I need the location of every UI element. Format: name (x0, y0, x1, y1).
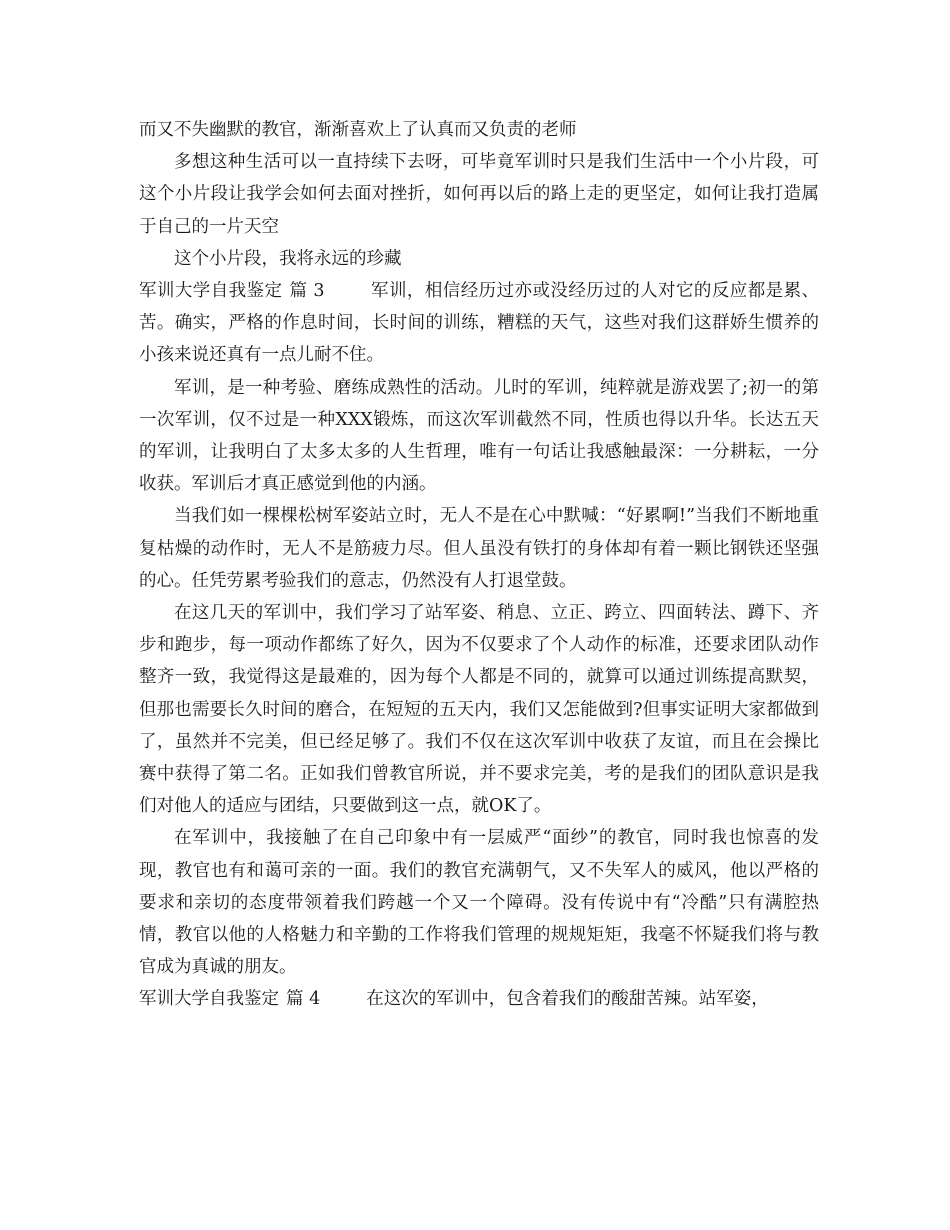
section-title: 军训大学自我鉴定 (139, 989, 279, 1010)
paragraph-text: 在这次的军训中，包含着我们的酸甜苦辣。站军姿， (366, 989, 769, 1010)
paragraph-text: 而又不失幽默的教官，渐渐喜欢上了认真而又负责的老师 (139, 120, 577, 140)
paragraph-text: 在这几天的军训中，我们学习了站军姿、稍息、立正、跨立、四面转法、蹲下、齐步和跑步，每一项动作都练了好久，因为不仅要求了个人动作的标准，还要求团队动作整齐一致，我觉得这是最难的，因为每个人都是不同的，就算可以通过训练提高默契，但那也需要长久时间的磨合，在短短的五天内，我们又怎能做到?但事实证明大家都做到了，虽然并不完美，但已经足够了。我们不仅在这次军训中收获了友谊，而且在会操比赛中获得了第二名。正如我们曾教官所说，并不要求完美，考的是我们的团队意识是我们对他人的适应与团结，只要做到这一点，就OK了。 (139, 603, 819, 817)
document-body (139, 114, 819, 1016)
paragraph-text: 军训，是一种考验、磨练成熟性的活动。儿时的军训，纯粹就是游戏罢了;初一的第一次军训，仅不过是一种XXX锻炼，而这次军训截然不同，性质也得以升华。长达五天的军训，让我明白了太多太多的人生哲理，唯有一句话让我感触最深：一分耕耘，一分收获。军训后才真正感觉到他的内涵。 (139, 377, 819, 495)
paragraph (139, 146, 819, 243)
paragraph (139, 372, 819, 501)
paragraph (139, 500, 819, 597)
paragraph-text: 多想这种生活可以一直持续下去呀，可毕竟军训时只是我们生活中一个小片段，可这个小片段让我学会如何去面对挫折，如何再以后的路上走的更坚定，如何让我打造属于自己的一片天空 (139, 152, 819, 237)
paragraph-text: 在军训中，我接触了在自己印象中有一层威严“面纱”的教官，同时我也惊喜的发现，教官也有和蔼可亲的一面。我们的教官充满朝气，又不失军人的威风，他以严格的要求和亲切的态度带领着我们跨越一个又一个障碍。没有传说中有“冷酷”只有满腔热情，教官以他的人格魅力和辛勤的工作将我们管理的规规矩矩，我毫不怀疑我们将与教官成为真诚的朋友。 (139, 828, 819, 978)
paragraph (139, 597, 819, 822)
paragraph (139, 243, 819, 275)
paragraph-text: 当我们如一棵棵松树军姿站立时，无人不是在心中默喊：“好累啊!”当我们不断地重复枯燥的动作时，无人不是筋疲力尽。但人虽没有铁打的身体却有着一颗比钢铁还坚强的心。任凭劳累考验我们的意志，仍然没有人打退堂鼓。 (139, 506, 819, 591)
paragraph-text: 这个小片段，我将永远的珍藏 (174, 248, 402, 269)
section-paragraph (139, 275, 819, 372)
section-title: 军训大学自我鉴定 (139, 281, 283, 302)
paragraph-text: 军训，相信经历过亦或没经历过的人对它的反应都是累、苦。确实，严格的作息时间，长时间的训练，糟糕的天气，这些对我们这群娇生惯养的小孩来说还真有一点儿耐不住。 (139, 281, 820, 366)
section-number: 篇 3 (289, 281, 325, 302)
paragraph (139, 114, 819, 146)
paragraph (139, 822, 819, 983)
section-paragraph (139, 983, 819, 1015)
section-number: 篇 4 (286, 989, 321, 1010)
